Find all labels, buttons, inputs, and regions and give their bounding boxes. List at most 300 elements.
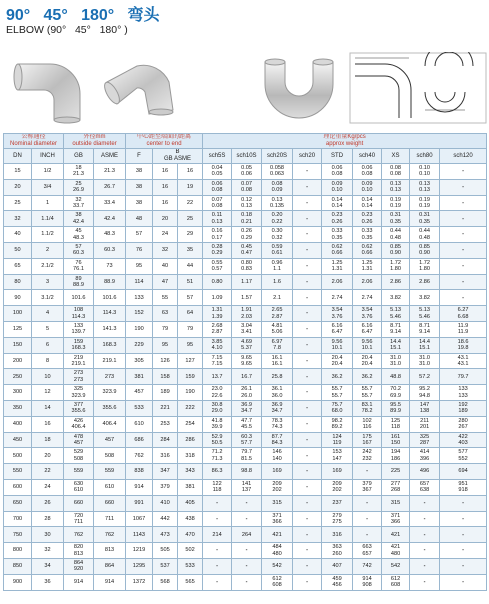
table-cell: 89 88.9 xyxy=(64,274,94,290)
table-cell: 125 xyxy=(4,321,32,337)
table-cell: 305 xyxy=(126,353,153,369)
table-cell: 500 xyxy=(4,448,32,464)
table-cell: 478 457 xyxy=(64,432,94,448)
table-cell: - xyxy=(203,558,232,574)
table-cell: 40 xyxy=(153,258,178,274)
table-cell: 169 xyxy=(262,464,293,480)
table-cell: 6.27 6.68 xyxy=(440,306,487,322)
table-cell: 36 xyxy=(32,574,64,590)
table-cell: - xyxy=(293,290,322,306)
table-cell: 694 xyxy=(440,464,487,480)
table-cell: 31.0 31.0 xyxy=(382,353,410,369)
table-cell: 277 268 xyxy=(382,479,410,495)
table-cell: 5.13 5.46 xyxy=(410,306,440,322)
table-cell: 315 xyxy=(382,495,410,511)
table-cell: 83.1 78.2 xyxy=(353,400,382,416)
table-cell: 32 33.7 xyxy=(64,195,94,211)
table-cell: 0.62 0.66 xyxy=(353,242,382,258)
table-row xyxy=(4,385,487,401)
elbow-180-photo-icon xyxy=(259,52,339,124)
table-cell: 52.9 50.5 xyxy=(203,432,232,448)
table-cell: 189 xyxy=(153,385,178,401)
table-cell: 3.85 4.10 xyxy=(203,337,232,353)
table-cell: 32 xyxy=(32,543,64,559)
table-cell: 159 xyxy=(178,369,203,385)
table-cell: 0.13 0.13 xyxy=(410,179,440,195)
table-cell: 126 xyxy=(153,353,178,369)
elbow-90-photo-icon xyxy=(8,52,90,124)
table-cell: 3/4 xyxy=(32,179,64,195)
table-cell: 47 xyxy=(153,274,178,290)
table-cell: 86.3 xyxy=(203,464,232,480)
table-cell: - xyxy=(293,164,322,180)
table-cell: 279 275 xyxy=(322,511,353,527)
table-cell: 1295 xyxy=(126,558,153,574)
table-cell: 991 xyxy=(126,495,153,511)
table-cell: 2.65 2.87 xyxy=(262,306,293,322)
table-cell: 8.71 9.14 xyxy=(382,321,410,337)
table-cell: 161 150 xyxy=(382,432,410,448)
table-row xyxy=(4,495,487,511)
table-cell: - xyxy=(293,432,322,448)
table-cell: 159 168.3 xyxy=(64,337,94,353)
table-cell: 0.26 0.29 xyxy=(232,227,262,243)
table-cell: 2.68 2.87 xyxy=(203,321,232,337)
table-cell: 75.7 68.0 xyxy=(322,400,353,416)
table-cell: - xyxy=(293,258,322,274)
table-cell: 6.97 7.8 xyxy=(262,337,293,353)
table-cell: 36.1 36.0 xyxy=(262,385,293,401)
table-cell: - xyxy=(353,495,382,511)
table-cell: 0.06 0.08 xyxy=(322,164,353,180)
table-cell: 19 xyxy=(178,179,203,195)
table-cell: 381 xyxy=(126,369,153,385)
table-cell: 2.1/2 xyxy=(32,258,64,274)
table-cell: - xyxy=(293,306,322,322)
table-cell: 914 908 xyxy=(353,574,382,590)
table-cell: 190 xyxy=(178,385,203,401)
table-cell: 612 608 xyxy=(382,574,410,590)
table-cell: 0.08 0.09 xyxy=(262,179,293,195)
table-cell: 219.1 xyxy=(94,353,126,369)
table-cell: 660 xyxy=(64,495,94,511)
table-cell: 38 xyxy=(126,179,153,195)
table-cell: 214 xyxy=(203,527,232,543)
table-cell: - xyxy=(410,543,440,559)
table-cell: 533 xyxy=(178,558,203,574)
table-cell: 95.5 89.9 xyxy=(382,400,410,416)
table-row xyxy=(4,306,487,322)
table-cell: 80 xyxy=(4,274,32,290)
subheader-gb: GB xyxy=(64,149,94,164)
table-cell: 0.31 0.35 xyxy=(410,211,440,227)
table-cell: 1.25 1.31 xyxy=(353,258,382,274)
table-cell: 20 xyxy=(153,211,178,227)
table-cell: 0.55 0.57 xyxy=(203,258,232,274)
table-cell: 2.86 xyxy=(410,274,440,290)
table-cell: 43.1 43.1 xyxy=(440,353,487,369)
table-cell: 3.04 3.41 xyxy=(232,321,262,337)
table-cell: 470 xyxy=(178,527,203,543)
table-cell: - xyxy=(440,574,487,590)
subheader-inch: INCH xyxy=(32,149,64,164)
table-cell: 9.56 10.1 xyxy=(322,337,353,353)
table-cell: 55 xyxy=(153,290,178,306)
table-cell: - xyxy=(293,369,322,385)
table-cell: - xyxy=(293,558,322,574)
table-cell: 550 xyxy=(4,464,32,480)
table-cell: 14 xyxy=(32,400,64,416)
table-cell: 222 xyxy=(178,400,203,416)
table-cell: 0.10 0.10 xyxy=(410,164,440,180)
elbow-spec-table xyxy=(3,133,487,591)
table-cell: 47.7 45.5 xyxy=(232,416,262,432)
table-cell: 457 xyxy=(94,432,126,448)
table-cell: - xyxy=(293,353,322,369)
table-cell: 79.7 xyxy=(440,369,487,385)
subheader-b: B GB ASME xyxy=(153,149,203,164)
table-cell: 316 xyxy=(153,448,178,464)
table-cell: 55.7 55.7 xyxy=(353,385,382,401)
table-cell: 42.4 xyxy=(94,211,126,227)
table-cell: 141.3 xyxy=(94,321,126,337)
table-cell: 3.82 xyxy=(382,290,410,306)
page-title: 90° 45° 180° 弯头 xyxy=(6,7,160,24)
table-cell: 371 366 xyxy=(262,511,293,527)
table-cell: 286 xyxy=(178,432,203,448)
table-cell: 450 xyxy=(4,432,32,448)
table-cell: 114 xyxy=(126,274,153,290)
table-cell: 2.86 xyxy=(382,274,410,290)
table-cell: 2.74 xyxy=(353,290,382,306)
table-cell: 10 xyxy=(32,369,64,385)
table-cell: 71.2 71.3 xyxy=(203,448,232,464)
table-cell: 414 396 xyxy=(410,448,440,464)
table-cell: 114.3 xyxy=(94,306,126,322)
elbow-45-photo-icon xyxy=(99,52,179,124)
table-cell: 405 xyxy=(178,495,203,511)
table-cell: 60.3 xyxy=(94,242,126,258)
subheader-sch40: sch40 xyxy=(353,149,382,164)
table-cell: 101.6 xyxy=(94,290,126,306)
table-cell: - xyxy=(293,242,322,258)
table-cell: - xyxy=(232,543,262,559)
table-row xyxy=(4,195,487,211)
table-cell: 0.16 0.17 xyxy=(203,227,232,243)
table-cell: 32 xyxy=(4,211,32,227)
table-cell: - xyxy=(232,511,262,527)
table-cell: 0.96 1.1 xyxy=(262,258,293,274)
table-cell: 64 xyxy=(178,306,203,322)
table-cell: 108 114.3 xyxy=(64,306,94,322)
table-cell: 0.08 0.08 xyxy=(382,164,410,180)
table-row xyxy=(4,400,487,416)
table-cell: 0.23 0.26 xyxy=(322,211,353,227)
table-cell: 152 xyxy=(126,306,153,322)
table-cell: - xyxy=(293,527,322,543)
table-cell: 4.81 5.06 xyxy=(262,321,293,337)
table-cell: 742 xyxy=(353,558,382,574)
table-cell: - xyxy=(293,321,322,337)
table-cell: 0.14 0.14 xyxy=(353,195,382,211)
table-cell: 508 xyxy=(94,448,126,464)
table-cell: 407 xyxy=(322,558,353,574)
table-cell: 29 xyxy=(178,227,203,243)
table-cell: 630 610 xyxy=(64,479,94,495)
table-cell: 316 xyxy=(322,527,353,543)
table-cell: 22 xyxy=(178,195,203,211)
table-cell: 0.058 0.063 xyxy=(262,164,293,180)
table-cell: 410 xyxy=(153,495,178,511)
table-cell: 253 xyxy=(153,416,178,432)
table-cell: 9.65 9.65 xyxy=(232,353,262,369)
table-cell: 426 406.4 xyxy=(64,416,94,432)
table-cell: - xyxy=(440,558,487,574)
table-cell: 79.7 81.5 xyxy=(232,448,262,464)
table-cell: 813 xyxy=(94,543,126,559)
subheader-sch10s: sch10S xyxy=(232,149,262,164)
table-cell: 315 xyxy=(262,495,293,511)
table-cell: 0.05 0.06 xyxy=(232,164,262,180)
table-cell: 1.1/4 xyxy=(32,211,64,227)
table-cell: 864 920 xyxy=(64,558,94,574)
table-cell: 800 xyxy=(4,543,32,559)
table-cell: 122 118 xyxy=(203,479,232,495)
table-cell: 0.13 0.13 xyxy=(382,179,410,195)
table-cell: 14.4 15.1 xyxy=(382,337,410,353)
table-cell: 711 xyxy=(94,511,126,527)
table-cell: 0.85 0.90 xyxy=(410,242,440,258)
table-cell: 40 xyxy=(4,227,32,243)
table-cell: - xyxy=(353,527,382,543)
table-cell: 6.16 6.47 xyxy=(322,321,353,337)
table-cell: - xyxy=(440,258,487,274)
table-cell: 16 xyxy=(153,164,178,180)
table-cell: 610 xyxy=(94,479,126,495)
table-cell: 36.9 34.7 xyxy=(232,400,262,416)
table-cell: 33.4 xyxy=(94,195,126,211)
table-cell: 0.06 0.08 xyxy=(353,164,382,180)
table-cell: 720 711 xyxy=(64,511,94,527)
table-cell: 2.06 xyxy=(353,274,382,290)
table-cell: 438 xyxy=(178,511,203,527)
table-cell: 422 403 xyxy=(440,432,487,448)
table-cell: 30 xyxy=(32,527,64,543)
table-cell: 147 138 xyxy=(410,400,440,416)
table-cell: 750 xyxy=(4,527,32,543)
table-cell: - xyxy=(293,464,322,480)
table-cell: 377 355.6 xyxy=(64,400,94,416)
subheader-sch80: sch80 xyxy=(410,149,440,164)
table-cell: 1219 xyxy=(126,543,153,559)
table-cell: 0.04 0.05 xyxy=(203,164,232,180)
table-cell: 48 xyxy=(126,211,153,227)
table-cell: 0.33 0.35 xyxy=(353,227,382,243)
table-cell: 26.1 26.0 xyxy=(232,385,262,401)
table-cell: 1/2 xyxy=(32,164,64,180)
table-cell: 31.0 31.0 xyxy=(410,353,440,369)
table-cell: 762 xyxy=(64,527,94,543)
table-cell: 663 657 xyxy=(353,543,382,559)
table-cell: 529 508 xyxy=(64,448,94,464)
table-cell: 95 xyxy=(178,337,203,353)
table-cell: 0.80 0.83 xyxy=(232,258,262,274)
subheader-asme: ASME xyxy=(94,149,126,164)
table-cell: 192 189 xyxy=(440,400,487,416)
table-cell: 318 xyxy=(178,448,203,464)
table-cell: 9.56 10.1 xyxy=(353,337,382,353)
table-cell: 57 60.3 xyxy=(64,242,94,258)
page-subtitle: ELBOW (90° 45° 180° ) xyxy=(6,24,128,36)
table-cell: - xyxy=(410,527,440,543)
table-cell: 537 xyxy=(153,558,178,574)
table-cell: 914 xyxy=(94,574,126,590)
table-cell: 169 xyxy=(322,464,353,480)
table-cell: 1 xyxy=(32,195,64,211)
table-cell: 473 xyxy=(153,527,178,543)
table-cell: 0.44 0.48 xyxy=(382,227,410,243)
table-cell: - xyxy=(293,543,322,559)
table-cell: 1.1/2 xyxy=(32,227,64,243)
subheader-f: F xyxy=(126,149,153,164)
table-cell: - xyxy=(203,574,232,590)
table-cell: 565 xyxy=(178,574,203,590)
table-cell: 0.33 0.35 xyxy=(322,227,353,243)
table-cell: 95.2 94.8 xyxy=(410,385,440,401)
table-cell: 38 xyxy=(126,164,153,180)
table-cell: 16 xyxy=(153,179,178,195)
table-cell: 0.09 0.10 xyxy=(353,179,382,195)
table-cell: - xyxy=(440,242,487,258)
table-cell: 98.2 89.2 xyxy=(322,416,353,432)
table-cell: 820 813 xyxy=(64,543,94,559)
header-approx-weight: 理论重量Kg/pcs approx weight xyxy=(203,134,487,149)
table-cell: 36.2 xyxy=(322,369,353,385)
table-cell: 355.6 xyxy=(94,400,126,416)
table-cell: 284 xyxy=(153,432,178,448)
table-cell: 325 287 xyxy=(410,432,440,448)
table-cell: - xyxy=(440,179,487,195)
table-cell: 50 xyxy=(4,242,32,258)
table-cell: 20.4 20.4 xyxy=(322,353,353,369)
table-cell: 421 xyxy=(262,527,293,543)
table-cell: 79 xyxy=(178,321,203,337)
table-row xyxy=(4,479,487,495)
product-images xyxy=(4,52,487,124)
table-cell: 350 xyxy=(4,400,32,416)
table-cell: 194 186 xyxy=(382,448,410,464)
table-cell: 200 xyxy=(4,353,32,369)
table-cell: 5 xyxy=(32,321,64,337)
table-cell: 25 xyxy=(4,195,32,211)
table-cell: 4 xyxy=(32,306,64,322)
table-row xyxy=(4,464,487,480)
table-cell: - xyxy=(203,495,232,511)
table-cell: 45 48.3 xyxy=(64,227,94,243)
table-cell: 559 xyxy=(94,464,126,480)
table-cell: - xyxy=(440,495,487,511)
table-cell: 23.0 22.6 xyxy=(203,385,232,401)
table-cell: 1.72 1.80 xyxy=(382,258,410,274)
table-cell: 0.62 0.66 xyxy=(322,242,353,258)
table-cell: 221 xyxy=(153,400,178,416)
table-cell: 0.80 xyxy=(203,274,232,290)
table-cell: 347 xyxy=(153,464,178,480)
subheader-sch5s: sch5S xyxy=(203,149,232,164)
table-cell: 343 xyxy=(178,464,203,480)
table-row xyxy=(4,164,487,180)
table-cell: 0.20 0.22 xyxy=(262,211,293,227)
table-cell: 250 xyxy=(4,369,32,385)
table-cell: 100 xyxy=(4,306,32,322)
table-cell: 0.19 0.19 xyxy=(410,195,440,211)
table-cell: 0.28 0.29 xyxy=(203,242,232,258)
table-cell: - xyxy=(293,416,322,432)
table-row xyxy=(4,227,487,243)
table-cell: - xyxy=(232,558,262,574)
table-cell: 225 xyxy=(382,464,410,480)
table-cell: 0.59 0.61 xyxy=(262,242,293,258)
table-cell: - xyxy=(293,195,322,211)
table-cell: 1.72 1.80 xyxy=(410,258,440,274)
table-cell: 762 xyxy=(126,448,153,464)
subheader-dn: DN xyxy=(4,149,32,164)
table-cell: 24 xyxy=(32,479,64,495)
table-cell: 300 xyxy=(4,385,32,401)
table-cell: 76 76.1 xyxy=(64,258,94,274)
table-cell: 0.23 0.26 xyxy=(353,211,382,227)
table-cell: 273 xyxy=(94,369,126,385)
table-cell: 35 xyxy=(178,242,203,258)
table-cell: - xyxy=(440,274,487,290)
table-cell: - xyxy=(293,274,322,290)
table-cell: 88.9 xyxy=(94,274,126,290)
table-cell: 7.15 7.15 xyxy=(203,353,232,369)
table-cell: 25 26.9 xyxy=(64,179,94,195)
table-cell: 914 xyxy=(126,479,153,495)
table-cell: 502 xyxy=(178,543,203,559)
table-cell: 125 118 xyxy=(382,416,410,432)
table-cell: 133 xyxy=(126,290,153,306)
table-cell: 0.30 0.32 xyxy=(262,227,293,243)
table-cell: 379 xyxy=(153,479,178,495)
table-cell: 87.7 84.3 xyxy=(262,432,293,448)
table-cell: 18 21.3 xyxy=(64,164,94,180)
table-cell: - xyxy=(353,511,382,527)
table-row xyxy=(4,416,487,432)
table-cell: 79 xyxy=(153,321,178,337)
table-cell: 533 xyxy=(126,400,153,416)
table-cell: 21.3 xyxy=(94,164,126,180)
table-cell: 124 119 xyxy=(322,432,353,448)
table-cell: 30.8 29.0 xyxy=(203,400,232,416)
table-cell: 16 xyxy=(153,195,178,211)
table-cell: 101.6 xyxy=(64,290,94,306)
table-row xyxy=(4,337,487,353)
table-cell: 325 323.9 xyxy=(64,385,94,401)
table-cell: 381 xyxy=(178,479,203,495)
table-cell: 25.8 xyxy=(262,369,293,385)
table-cell: 34 xyxy=(32,558,64,574)
table-cell: 229 xyxy=(126,337,153,353)
table-cell: - xyxy=(440,290,487,306)
table-cell: 150 xyxy=(4,337,32,353)
table-cell: 6.16 6.47 xyxy=(353,321,382,337)
table-cell: 20 xyxy=(4,179,32,195)
table-cell: 8 xyxy=(32,353,64,369)
table-cell: 0.45 0.47 xyxy=(232,242,262,258)
table-row xyxy=(4,179,487,195)
